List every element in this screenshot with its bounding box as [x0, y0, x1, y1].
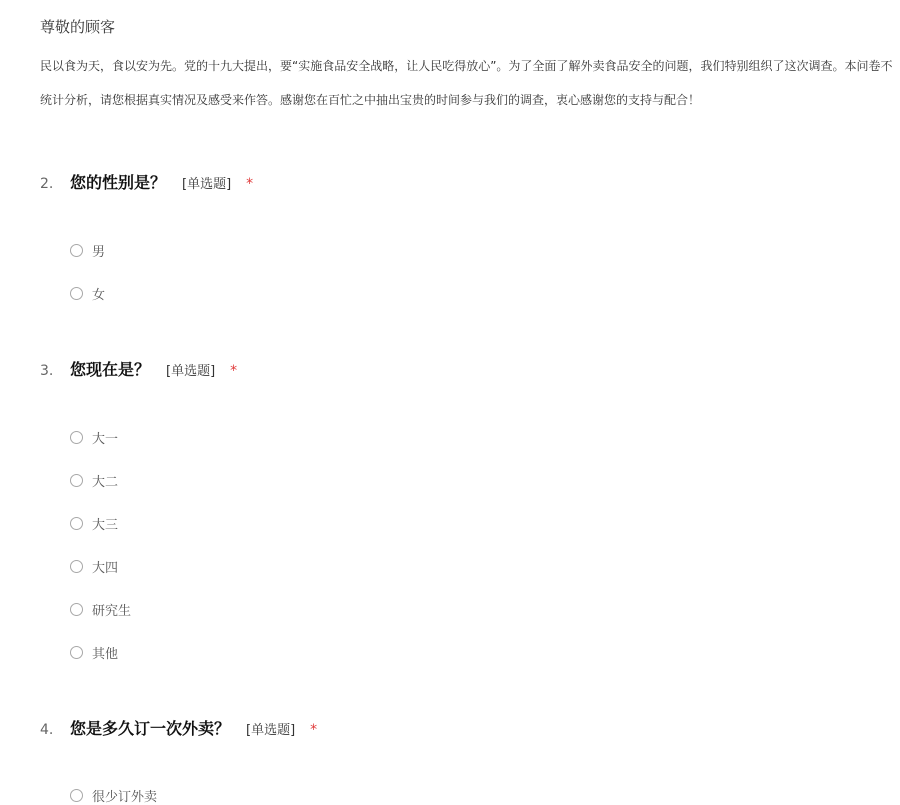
- question-type-label: [单选题]: [246, 723, 296, 738]
- question-type-label: [单选题]: [182, 177, 232, 192]
- question-3-header: [40, 357, 237, 380]
- option-label: 其他: [92, 647, 119, 662]
- required-marker: *: [246, 176, 254, 192]
- option-label: 女: [92, 288, 106, 303]
- option-sophomore[interactable]: [70, 471, 118, 490]
- question-title: 您是多久订一次外卖？: [70, 719, 231, 738]
- required-marker: *: [230, 363, 238, 379]
- survey-greeting: 尊敬的顾客: [40, 18, 116, 36]
- radio-circle-icon[interactable]: [70, 517, 83, 530]
- radio-circle-icon[interactable]: [70, 646, 83, 659]
- required-marker: *: [310, 722, 318, 738]
- question-4-header: [40, 716, 317, 739]
- radio-circle-icon[interactable]: [70, 603, 83, 616]
- option-label: 大三: [92, 518, 119, 533]
- option-freshman[interactable]: [70, 428, 118, 447]
- question-title: 您现在是？: [70, 360, 151, 379]
- option-label: 很少订外卖: [92, 790, 158, 805]
- survey-intro-line-1: 民以食为天，食以安为先。党的十九大提出，要“实施食品安全战略，让人民吃得放心”。为了全面了解外卖食品安全的问题，我们特别组织了这次调查。本问卷不: [40, 59, 893, 73]
- question-number: 2.: [40, 176, 54, 192]
- option-label: 男: [92, 245, 106, 260]
- question-number: 3.: [40, 363, 54, 379]
- option-label: 大二: [92, 475, 119, 490]
- question-number: 4.: [40, 722, 54, 738]
- question-type-label: [单选题]: [166, 364, 216, 379]
- survey-intro-line-2: 统计分析，请您根据真实情况及感受来作答。感谢您在百忙之中抽出宝贵的时间参与我们的调查，衷心感谢您的支持与配合！: [40, 93, 701, 107]
- option-female[interactable]: [70, 284, 105, 303]
- radio-circle-icon[interactable]: [70, 287, 83, 300]
- option-senior[interactable]: [70, 557, 118, 576]
- question-title: 您的性别是？: [70, 173, 167, 192]
- option-rarely-order[interactable]: [70, 786, 157, 805]
- option-junior[interactable]: [70, 514, 118, 533]
- option-label: 研究生: [92, 604, 132, 619]
- question-2-header: [40, 170, 253, 193]
- radio-circle-icon[interactable]: [70, 474, 83, 487]
- radio-circle-icon[interactable]: [70, 560, 83, 573]
- option-label: 大四: [92, 561, 119, 576]
- option-other[interactable]: [70, 643, 118, 662]
- radio-circle-icon[interactable]: [70, 431, 83, 444]
- option-label: 大一: [92, 432, 119, 447]
- option-graduate[interactable]: [70, 600, 131, 619]
- radio-circle-icon[interactable]: [70, 244, 83, 257]
- radio-circle-icon[interactable]: [70, 789, 83, 802]
- option-male[interactable]: [70, 241, 105, 260]
